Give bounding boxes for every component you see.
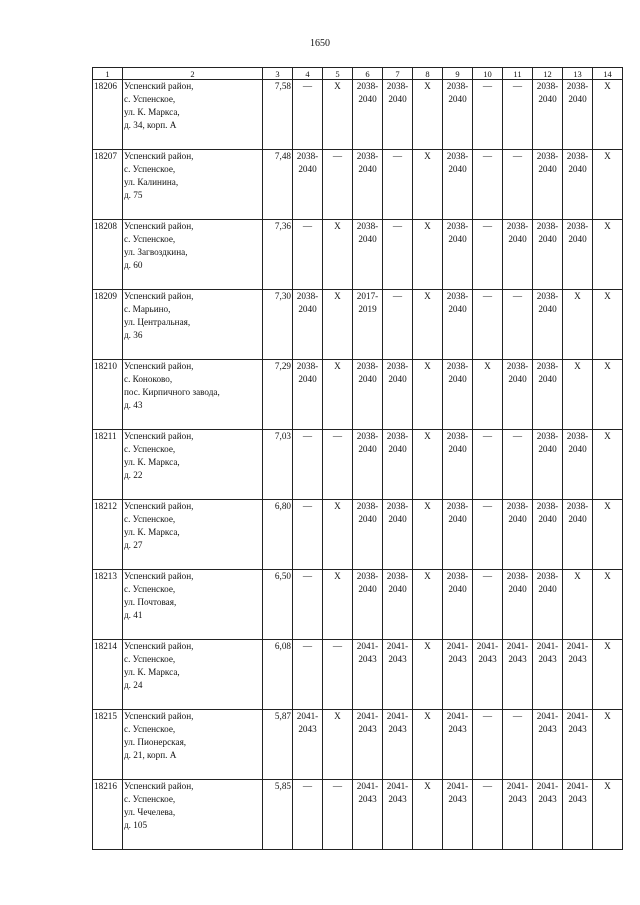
index-value: 6,80 (263, 500, 293, 570)
row-id: 18214 (93, 640, 123, 710)
period-cell: 2041-2043 (293, 710, 323, 780)
address-line: ул. К. Маркса, (124, 457, 180, 467)
row-id: 18212 (93, 500, 123, 570)
period-cell: 2038-2040 (563, 220, 593, 290)
period-cell: — (323, 780, 353, 850)
period-cell: X (413, 290, 443, 360)
table-body (93, 68, 623, 850)
address-line: д. 27 (124, 540, 143, 550)
address-cell (123, 780, 263, 850)
page-number: 1650 (310, 38, 330, 49)
period-cell: — (473, 570, 503, 640)
period-cell: — (383, 290, 413, 360)
period-cell: X (323, 500, 353, 570)
period-cell: 2038-2040 (563, 80, 593, 150)
period-cell: — (473, 500, 503, 570)
period-cell: X (593, 430, 623, 500)
period-cell: 2038-2040 (533, 500, 563, 570)
address-cell (123, 500, 263, 570)
period-cell: 2038-2040 (533, 220, 563, 290)
period-cell: 2038-2040 (443, 500, 473, 570)
address-line: Успенский район, (124, 571, 194, 581)
period-cell: 2017-2019 (353, 290, 383, 360)
address-cell (123, 290, 263, 360)
period-cell: 2041-2043 (503, 780, 533, 850)
period-cell: 2038-2040 (353, 430, 383, 500)
index-value: 6,50 (263, 570, 293, 640)
column-header: 6 (353, 68, 383, 80)
period-cell: 2038-2040 (293, 360, 323, 430)
period-cell: 2038-2040 (503, 360, 533, 430)
address-line: д. 36 (124, 330, 143, 340)
table-row (93, 220, 623, 290)
period-cell: 2041-2043 (353, 710, 383, 780)
period-cell: 2038-2040 (353, 500, 383, 570)
period-cell: X (593, 150, 623, 220)
column-header: 3 (263, 68, 293, 80)
period-cell: X (413, 80, 443, 150)
address-line: с. Марьино, (124, 304, 171, 314)
period-cell: X (593, 80, 623, 150)
period-cell: 2038-2040 (533, 570, 563, 640)
table-row (93, 710, 623, 780)
period-cell: X (473, 360, 503, 430)
address-line: д. 22 (124, 470, 143, 480)
period-cell: 2041-2043 (443, 640, 473, 710)
period-cell: X (593, 640, 623, 710)
period-cell: 2038-2040 (353, 570, 383, 640)
period-cell: 2038-2040 (383, 570, 413, 640)
period-cell: X (593, 710, 623, 780)
column-header: 13 (563, 68, 593, 80)
table-row (93, 570, 623, 640)
address-line: ул. Центральная, (124, 317, 191, 327)
period-cell: 2041-2043 (383, 780, 413, 850)
row-id: 18215 (93, 710, 123, 780)
address-line: с. Успенское, (124, 94, 176, 104)
column-header: 9 (443, 68, 473, 80)
index-value: 7,30 (263, 290, 293, 360)
address-line: д. 24 (124, 680, 143, 690)
row-id: 18209 (93, 290, 123, 360)
address-line: Успенский район, (124, 431, 194, 441)
address-line: д. 34, корп. А (124, 120, 177, 130)
address-line: ул. Пионерская, (124, 737, 187, 747)
period-cell: X (413, 220, 443, 290)
period-cell: — (293, 430, 323, 500)
period-cell: 2038-2040 (383, 80, 413, 150)
period-cell: X (323, 80, 353, 150)
header-row (93, 68, 623, 80)
period-cell: — (383, 150, 413, 220)
period-cell: — (473, 290, 503, 360)
address-line: д. 43 (124, 400, 143, 410)
period-cell: 2038-2040 (563, 150, 593, 220)
period-cell: X (413, 360, 443, 430)
period-cell: X (323, 290, 353, 360)
index-value: 5,85 (263, 780, 293, 850)
address-line: ул. К. Маркса, (124, 667, 180, 677)
address-line: Успенский район, (124, 501, 194, 511)
table-row (93, 780, 623, 850)
table-row (93, 640, 623, 710)
index-value: 5,87 (263, 710, 293, 780)
address-line: Успенский район, (124, 151, 194, 161)
row-id: 18206 (93, 80, 123, 150)
period-cell: 2038-2040 (503, 570, 533, 640)
period-cell: 2038-2040 (563, 500, 593, 570)
address-line: с. Успенское, (124, 234, 176, 244)
address-cell (123, 150, 263, 220)
period-cell: X (593, 570, 623, 640)
address-line: д. 105 (124, 820, 148, 830)
period-cell: 2038-2040 (353, 360, 383, 430)
address-line: с. Коноково, (124, 374, 173, 384)
period-cell: — (323, 430, 353, 500)
period-cell: 2038-2040 (383, 360, 413, 430)
row-id: 18213 (93, 570, 123, 640)
period-cell: 2038-2040 (503, 220, 533, 290)
period-cell: — (293, 80, 323, 150)
period-cell: 2041-2043 (563, 640, 593, 710)
period-cell: — (503, 710, 533, 780)
period-cell: 2038-2040 (533, 80, 563, 150)
period-cell: X (593, 780, 623, 850)
column-header: 8 (413, 68, 443, 80)
table-row (93, 150, 623, 220)
address-line: Успенский район, (124, 361, 194, 371)
period-cell: 2038-2040 (443, 290, 473, 360)
table-row (93, 290, 623, 360)
row-id: 18210 (93, 360, 123, 430)
address-line: ул. К. Маркса, (124, 527, 180, 537)
period-cell: — (293, 570, 323, 640)
period-cell: X (563, 290, 593, 360)
address-cell (123, 570, 263, 640)
period-cell: X (413, 430, 443, 500)
address-line: д. 21, корп. А (124, 750, 177, 760)
period-cell: — (293, 220, 323, 290)
address-line: д. 60 (124, 260, 143, 270)
address-line: с. Успенское, (124, 724, 176, 734)
period-cell: X (413, 500, 443, 570)
period-cell: 2041-2043 (563, 780, 593, 850)
column-header: 11 (503, 68, 533, 80)
period-cell: 2038-2040 (443, 430, 473, 500)
column-header: 2 (123, 68, 263, 80)
period-cell: 2041-2043 (533, 710, 563, 780)
table-row (93, 80, 623, 150)
period-cell: — (503, 290, 533, 360)
address-line: пос. Кирпичного завода, (124, 387, 220, 397)
period-cell: X (563, 570, 593, 640)
index-value: 7,03 (263, 430, 293, 500)
address-line: ул. Загвоздкина, (124, 247, 188, 257)
period-cell: 2038-2040 (293, 150, 323, 220)
period-cell: X (323, 220, 353, 290)
table-row (93, 430, 623, 500)
column-header: 1 (93, 68, 123, 80)
address-line: с. Успенское, (124, 794, 176, 804)
address-line: ул. Калинина, (124, 177, 179, 187)
period-cell: — (473, 710, 503, 780)
period-cell: 2038-2040 (533, 150, 563, 220)
period-cell: 2041-2043 (443, 780, 473, 850)
address-cell (123, 80, 263, 150)
period-cell: 2041-2043 (353, 780, 383, 850)
period-cell: X (413, 150, 443, 220)
column-header: 4 (293, 68, 323, 80)
period-cell: 2038-2040 (383, 500, 413, 570)
row-id: 18216 (93, 780, 123, 850)
period-cell: 2038-2040 (563, 430, 593, 500)
period-cell: 2038-2040 (443, 150, 473, 220)
address-line: ул. Почтовая, (124, 597, 177, 607)
address-line: с. Успенское, (124, 444, 176, 454)
address-cell (123, 360, 263, 430)
period-cell: — (503, 80, 533, 150)
period-cell: X (323, 360, 353, 430)
period-cell: X (593, 220, 623, 290)
period-cell: 2041-2043 (473, 640, 503, 710)
period-cell: 2041-2043 (533, 780, 563, 850)
period-cell: — (503, 430, 533, 500)
period-cell: — (473, 150, 503, 220)
row-id: 18208 (93, 220, 123, 290)
period-cell: 2041-2043 (533, 640, 563, 710)
data-table (92, 67, 623, 850)
address-line: д. 41 (124, 610, 143, 620)
period-cell: — (323, 150, 353, 220)
address-line: с. Успенское, (124, 654, 176, 664)
period-cell: X (413, 780, 443, 850)
address-cell (123, 640, 263, 710)
period-cell: 2041-2043 (353, 640, 383, 710)
address-cell (123, 430, 263, 500)
period-cell: 2038-2040 (503, 500, 533, 570)
index-value: 7,29 (263, 360, 293, 430)
column-header: 14 (593, 68, 623, 80)
index-value: 7,36 (263, 220, 293, 290)
address-line: Успенский район, (124, 781, 194, 791)
period-cell: 2041-2043 (563, 710, 593, 780)
table-row (93, 360, 623, 430)
period-cell: — (503, 150, 533, 220)
table-row (93, 500, 623, 570)
period-cell: — (293, 500, 323, 570)
address-line: ул. К. Маркса, (124, 107, 180, 117)
period-cell: — (473, 80, 503, 150)
period-cell: 2038-2040 (353, 150, 383, 220)
period-cell: 2041-2043 (383, 640, 413, 710)
period-cell: — (473, 220, 503, 290)
address-line: д. 75 (124, 190, 143, 200)
address-cell (123, 710, 263, 780)
period-cell: 2041-2043 (383, 710, 413, 780)
address-line: Успенский район, (124, 641, 194, 651)
period-cell: 2038-2040 (443, 360, 473, 430)
period-cell: 2038-2040 (443, 570, 473, 640)
address-cell (123, 220, 263, 290)
period-cell: X (413, 640, 443, 710)
period-cell: — (473, 780, 503, 850)
period-cell: 2038-2040 (443, 80, 473, 150)
period-cell: — (383, 220, 413, 290)
period-cell: X (413, 570, 443, 640)
period-cell: X (323, 710, 353, 780)
period-cell: 2038-2040 (353, 80, 383, 150)
address-line: Успенский район, (124, 291, 194, 301)
column-header: 10 (473, 68, 503, 80)
row-id: 18207 (93, 150, 123, 220)
index-value: 7,58 (263, 80, 293, 150)
column-header: 12 (533, 68, 563, 80)
period-cell: 2041-2043 (443, 710, 473, 780)
address-line: с. Успенское, (124, 164, 176, 174)
period-cell: X (593, 500, 623, 570)
period-cell: 2038-2040 (533, 360, 563, 430)
period-cell: — (473, 430, 503, 500)
period-cell: X (323, 570, 353, 640)
address-line: с. Успенское, (124, 514, 176, 524)
period-cell: — (323, 640, 353, 710)
period-cell: 2038-2040 (443, 220, 473, 290)
index-value: 7,48 (263, 150, 293, 220)
period-cell: X (593, 360, 623, 430)
row-id: 18211 (93, 430, 123, 500)
address-line: с. Успенское, (124, 584, 176, 594)
period-cell: X (563, 360, 593, 430)
address-line: Успенский район, (124, 81, 194, 91)
period-cell: 2038-2040 (383, 430, 413, 500)
address-line: Успенский район, (124, 711, 194, 721)
index-value: 6,08 (263, 640, 293, 710)
period-cell: 2038-2040 (353, 220, 383, 290)
period-cell: 2038-2040 (293, 290, 323, 360)
column-header: 7 (383, 68, 413, 80)
period-cell: 2038-2040 (533, 430, 563, 500)
period-cell: 2041-2043 (503, 640, 533, 710)
column-header: 5 (323, 68, 353, 80)
address-line: Успенский район, (124, 221, 194, 231)
period-cell: X (593, 290, 623, 360)
period-cell: 2038-2040 (533, 290, 563, 360)
period-cell: — (293, 640, 323, 710)
address-line: ул. Чечелева, (124, 807, 176, 817)
period-cell: — (293, 780, 323, 850)
period-cell: X (413, 710, 443, 780)
